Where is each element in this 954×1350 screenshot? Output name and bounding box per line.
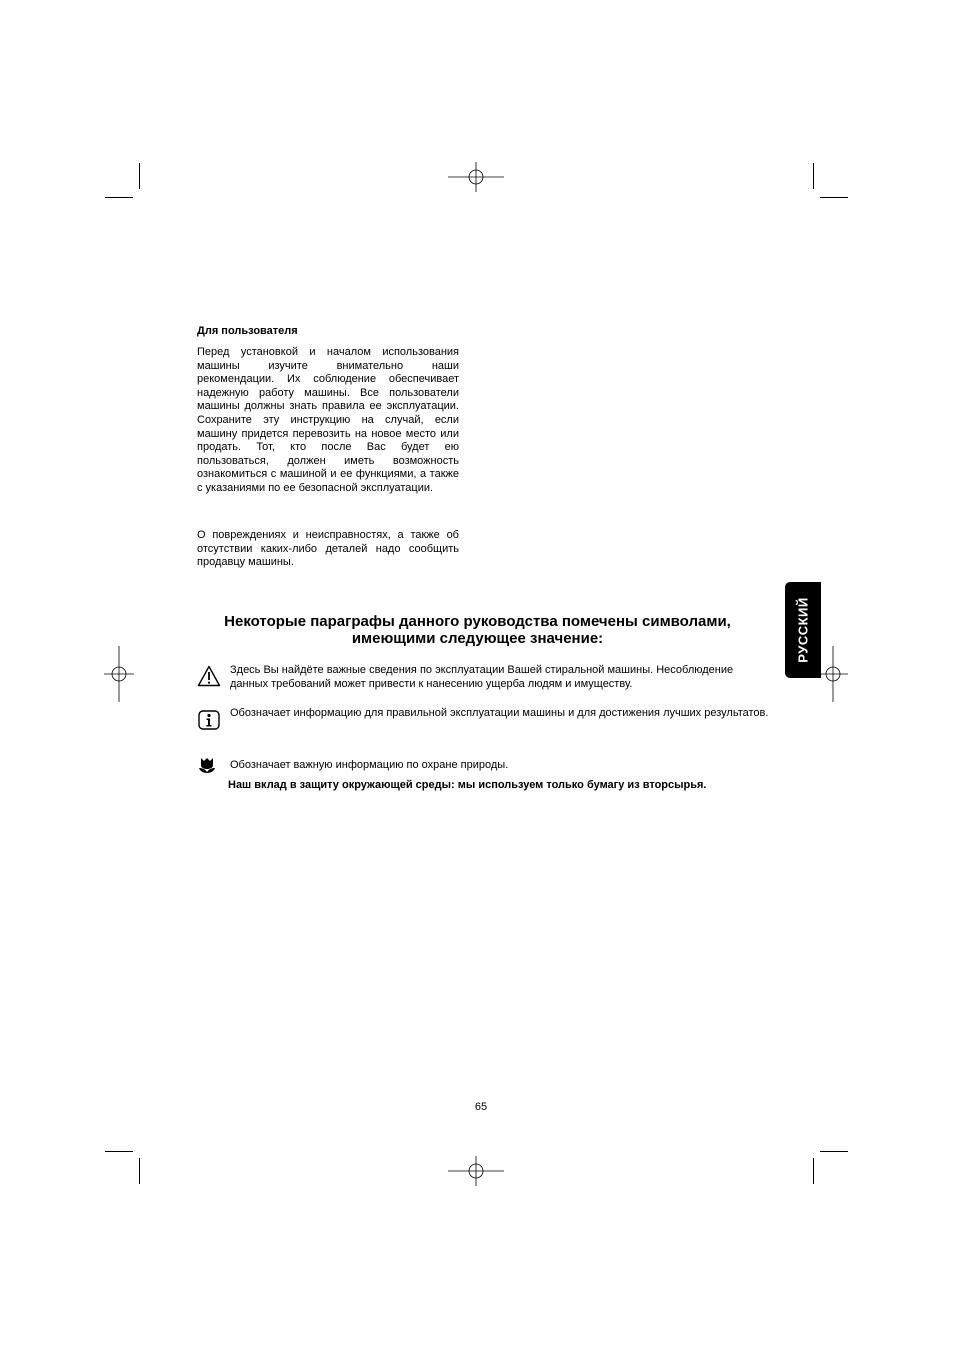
- language-tab-label: РУССКИЙ: [795, 597, 811, 663]
- environment-description: Обозначает важную информацию по охране природы.: [230, 759, 509, 771]
- warning-triangle-icon: [197, 665, 221, 687]
- info-icon: [198, 710, 220, 730]
- damage-report-paragraph: О повреждениях и неисправностях, а также об отсутствии каких-либо деталей надо сообщить продавцу машины.: [197, 529, 459, 569]
- warning-description: Здесь Вы найдёте важные сведения по эксплуатации Вашей стиральной машины. Несоблюдение данных требований может привести к нанесению ущерба людям и имуществу.: [230, 664, 734, 690]
- registration-mark-bottom-icon: [448, 1156, 504, 1186]
- symbols-heading-line-1: Некоторые параграфы данного руководства помечены символами,: [224, 613, 731, 630]
- recycled-paper-note: Наш вклад в защиту окружающей среды: мы используем только бумагу из вторсырья.: [228, 779, 707, 791]
- registration-mark-top-icon: [448, 162, 504, 192]
- registration-mark-left-icon: [104, 646, 134, 702]
- user-intro-paragraph: Перед установкой и началом использования машины изучите внимательно наши рекомендации. Их соблюдение обеспечивает надежную работу машины. Все пользователи машины должны знать правила ее эксплуатации. Сохраните эту инструкцию на случай, если машину придется перевозить на новое место или продать. Тот, кто после Вас будет ею пользоваться, должен иметь возможность ознакомиться с машиной и ее функциями, а также с указаниями по ее безопасной эксплуатации.: [197, 346, 459, 494]
- symbols-heading-line-2: имеющими следующее значение:: [351, 630, 604, 647]
- info-description: Обозначает информацию для правильной эксплуатации машины и для достижения лучших результатов.: [230, 707, 769, 719]
- symbols-heading: [190, 613, 765, 647]
- registration-mark-right-icon: [818, 646, 848, 702]
- language-tab: [785, 582, 821, 678]
- page-number: 65: [474, 1101, 488, 1113]
- user-section-heading: Для пользователя: [197, 325, 298, 337]
- environment-flower-icon: [198, 756, 216, 774]
